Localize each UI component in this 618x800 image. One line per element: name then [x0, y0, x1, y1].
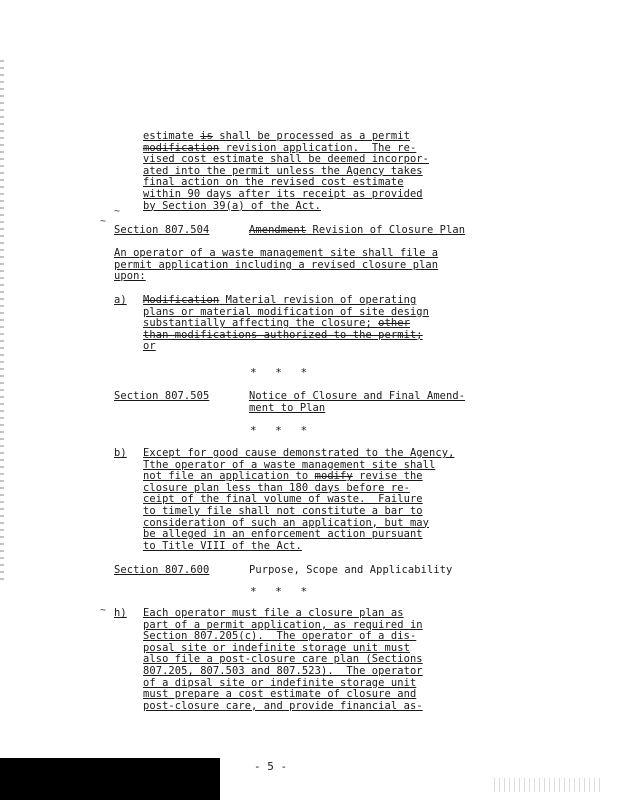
section-505-title-line-1: Notice of Closure and Final Amend-	[249, 390, 466, 402]
inserted-text: Revision of Closure Plan	[306, 224, 466, 236]
text-line	[143, 607, 404, 619]
inserted-text: consideration of such an application, but may	[143, 516, 430, 529]
text-line	[143, 165, 423, 177]
inserted-text: Except for good cause demonstrated to the Agency,	[143, 447, 455, 459]
text-line	[143, 688, 416, 700]
text-line	[143, 153, 429, 165]
deleted-text: is	[200, 130, 213, 142]
section-505-number: Section 807.505	[114, 390, 210, 402]
text-line	[143, 329, 423, 341]
section-600-title: Purpose, Scope and Applicability	[249, 564, 453, 576]
inserted-text: estimate	[143, 130, 201, 142]
margin-mark: ~	[114, 206, 121, 217]
inserted-text: must prepare a cost estimate of closure and	[143, 688, 417, 701]
text-line	[143, 317, 410, 329]
text-line	[143, 677, 416, 689]
inserted-text: not file an application to	[143, 470, 315, 483]
scan-corner-artifact	[494, 778, 604, 792]
text-line	[143, 642, 410, 654]
text-line	[114, 247, 438, 259]
inserted-text: Material revision of operating	[219, 294, 417, 306]
text-line	[143, 493, 423, 505]
inserted-text: revision application. The re-	[219, 141, 417, 154]
deleted-text: other	[378, 317, 410, 330]
inserted-text: shall be processed as a permit	[212, 130, 410, 142]
omission-stars: * * *	[250, 585, 314, 598]
text-line	[143, 142, 416, 154]
section-504-number: Section 807.504	[114, 224, 210, 236]
text-line	[143, 528, 423, 540]
text-line	[143, 130, 410, 142]
inserted-text: by Section 39(a) of the Act.	[143, 199, 321, 212]
inserted-text: substantially affecting the closure;	[143, 317, 379, 330]
inserted-text: upon:	[114, 270, 146, 283]
section-504-title	[249, 224, 465, 236]
section-600-number: Section 807.600	[114, 564, 210, 576]
section-600-item-label: h)	[114, 607, 127, 619]
inserted-text: within 90 days after its receipt as provided	[143, 188, 423, 200]
inserted-text: closure plan less than 180 days before re-	[143, 481, 410, 494]
text-line	[143, 294, 416, 306]
inserted-text: to Title VIII of the Act.	[143, 539, 302, 552]
inserted-text: be alleged in an enforcement action pursuant	[143, 528, 423, 541]
margin-mark: ~	[100, 216, 107, 227]
text-line	[143, 176, 404, 188]
deleted-text: modify	[314, 470, 353, 483]
inserted-text: 807.205, 807.503 and 807.523). The operator	[143, 665, 423, 677]
text-line	[143, 619, 423, 631]
scan-black-region	[0, 758, 220, 800]
text-line	[114, 270, 146, 282]
inserted-text: ceipt of the final volume of waste. Failure	[143, 493, 423, 506]
inserted-text: permit application including a revised closure plan	[114, 258, 439, 271]
inserted-text: An operator of a waste management site shall file a	[114, 247, 439, 259]
inserted-text: ated into the permit unless the Agency takes	[143, 164, 423, 177]
omission-stars: * * *	[250, 366, 314, 379]
inserted-text: of a dipsal site or indefinite storage unit	[143, 676, 417, 689]
margin-mark: ~	[100, 605, 107, 616]
deleted-text: modification	[143, 141, 220, 154]
text-line	[143, 340, 156, 352]
text-line	[143, 540, 302, 552]
deleted-text: Amendment	[249, 224, 307, 236]
text-line	[143, 200, 321, 212]
section-504-item-label: a)	[114, 294, 127, 306]
deleted-text: than modifications authorized to the permit;	[143, 328, 423, 341]
inserted-text: vised cost estimate shall be deemed incorpor-	[143, 153, 430, 166]
inserted-text: Each operator must file a closure plan as	[143, 607, 404, 619]
scan-edge-artifact	[0, 60, 4, 580]
inserted-text: revise the	[352, 470, 423, 483]
text-line	[143, 470, 423, 482]
text-line	[143, 665, 423, 677]
inserted-text: to timely file shall not constitute a bar to	[143, 505, 423, 517]
inserted-text: post-closure care, and provide financial as-	[143, 699, 423, 712]
section-505-title-line-2: ment to Plan	[249, 402, 326, 414]
inserted-text: final action on the revised cost estimate	[143, 176, 404, 189]
text-line	[143, 505, 423, 517]
inserted-text: part of a permit application, as required in	[143, 618, 423, 631]
inserted-text: also file a post-closure care plan (Sections	[143, 653, 423, 666]
text-line	[114, 259, 438, 271]
omission-stars: * * *	[250, 424, 314, 437]
deleted-text: Modification	[143, 294, 220, 306]
page-number: - 5 -	[254, 760, 288, 773]
text-line	[143, 447, 454, 459]
text-line	[143, 517, 429, 529]
section-505-item-label: b)	[114, 447, 127, 459]
text-line	[143, 482, 410, 494]
text-line	[143, 700, 423, 712]
inserted-text: Section 807.205(c). The operator of a dis-	[143, 630, 417, 643]
text-line	[143, 188, 423, 200]
text-line	[143, 459, 435, 471]
inserted-text: Tthe operator of a waste management site shall	[143, 458, 436, 471]
inserted-text: posal site or indefinite storage unit must	[143, 641, 410, 654]
text-line	[143, 630, 416, 642]
text-line	[143, 653, 423, 665]
inserted-text: or	[143, 340, 156, 353]
text-line	[143, 306, 429, 318]
inserted-text: plans or material modification of site design	[143, 305, 430, 318]
